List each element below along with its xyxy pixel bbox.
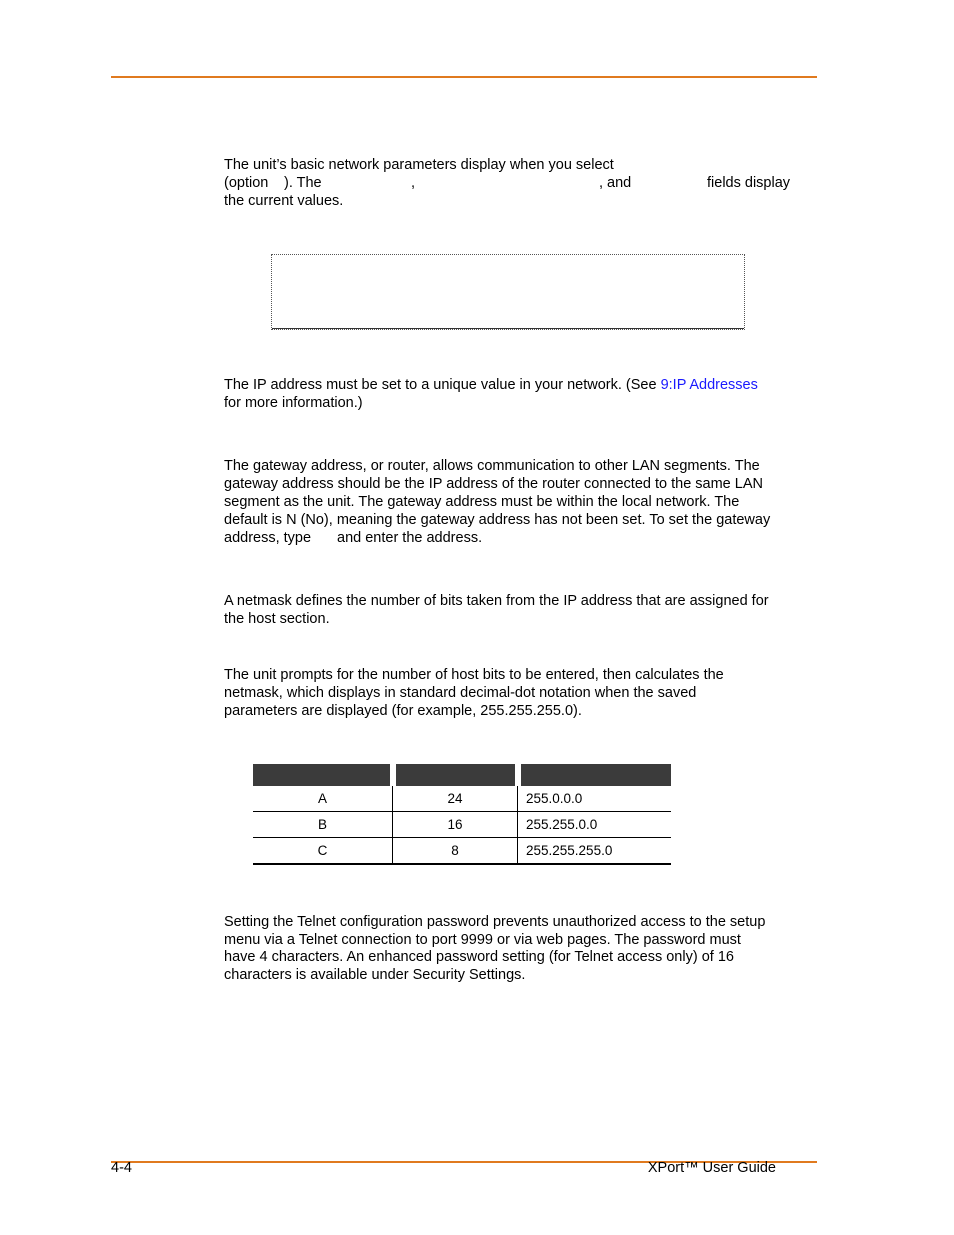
hostbits-line: netmask, which displays in standard decimal-dot notation when the saved [224, 685, 697, 701]
guide-title: XPort™ User Guide [647, 1160, 776, 1176]
ip-text: The IP address must be set to a unique value in your network. (See [224, 377, 657, 393]
network-class-cell: B [253, 812, 393, 838]
intro-line-1: The unit’s basic network parameters display when you select [224, 157, 614, 173]
page-number: 4-4 [111, 1160, 132, 1176]
table-row [253, 812, 671, 838]
ip-addresses-link[interactable]: 9:IP Addresses [660, 377, 758, 393]
ip-text-2: for more information.) [224, 395, 363, 411]
netmask-line: the host section. [224, 611, 330, 627]
intro-line-2e: fields display [707, 175, 791, 191]
gateway-line: The gateway address, or router, allows communication to other LAN segments. The [224, 458, 760, 474]
intro-line-2c: , [411, 175, 416, 191]
gateway-line: gateway address should be the IP address of the router connected to the same LAN [224, 476, 763, 492]
password-line: menu via a Telnet connection to port 9999 or via web pages. The password must [224, 932, 741, 948]
intro-line-3: the current values. [224, 193, 344, 209]
gateway-line-last-b: and enter the address. [337, 530, 483, 546]
hostbits-line: parameters are displayed (for example, 255.255.255.0). [224, 703, 582, 719]
host-bits-cell: 8 [393, 838, 518, 865]
table-header-cell [518, 764, 672, 786]
netmask-cell: 255.0.0.0 [518, 786, 672, 812]
gateway-line: default is N (No), meaning the gateway address has not been set. To set the gateway [224, 512, 771, 528]
table-row [253, 838, 671, 865]
password-line: Setting the Telnet configuration password prevents unauthorized access to the setup [224, 914, 766, 930]
table-header-row [253, 764, 671, 786]
netmask-line: A netmask defines the number of bits taken from the IP address that are assigned for [224, 593, 769, 609]
gateway-line: segment as the unit. The gateway address must be within the local network. The [224, 494, 740, 510]
hostbits-line: The unit prompts for the number of host bits to be entered, then calculates the [224, 667, 724, 683]
intro-line-2a: (option [224, 175, 269, 191]
password-line: have 4 characters. An enhanced password setting (for Telnet access only) of 16 [224, 949, 734, 965]
network-class-cell: C [253, 838, 393, 865]
header-rule [111, 76, 817, 78]
netmask-cell: 255.255.255.0 [518, 838, 672, 865]
network-class-cell: A [253, 786, 393, 812]
netmask-table [253, 764, 671, 865]
table-header-cell [393, 764, 518, 786]
settings-display-box [271, 254, 745, 330]
netmask-cell: 255.255.0.0 [518, 812, 672, 838]
host-bits-cell: 16 [393, 812, 518, 838]
host-bits-cell: 24 [393, 786, 518, 812]
intro-line-2d: , and [599, 175, 632, 191]
table-row [253, 786, 671, 812]
password-line: characters is available under Security Settings. [224, 967, 526, 983]
intro-line-2b: ). The [284, 175, 322, 191]
table-header-cell [253, 764, 393, 786]
gateway-line-last-a: address, type [224, 530, 312, 546]
